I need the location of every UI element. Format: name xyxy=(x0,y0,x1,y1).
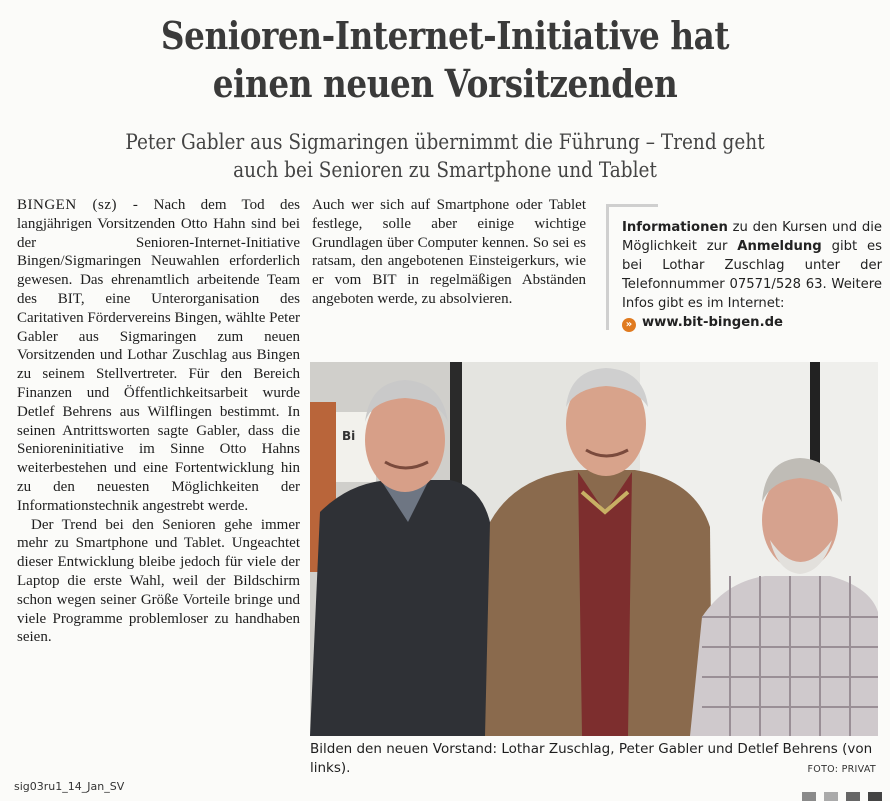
info-box-rule-vertical xyxy=(606,204,609,330)
article-column-2 xyxy=(312,196,586,309)
print-mark-4 xyxy=(868,792,882,801)
headline-line-2: einen neuen Vorsitzenden xyxy=(212,61,678,106)
dateline: BINGEN (sz) - xyxy=(17,197,139,213)
group-photo-illustration xyxy=(310,362,878,736)
print-mark-3 xyxy=(846,792,860,801)
website-link-text: www.bit-bingen.de xyxy=(642,315,783,330)
article-column-1 xyxy=(17,196,300,647)
subheadline-line-1: Peter Gabler aus Sigmaringen übernimmt die Führung – Trend geht xyxy=(125,130,765,154)
article-paragraph-2: Der Trend bei den Senioren gehe immer mehr zu Smartphone und Tablet. Ungeachtet dieser Entwicklung bleibe jedoch für viele der Laptop die erste Wahl, weil der Bildschirm schon wegen seiner Größe Vorteile bringe und viele Programme problemloser zu handhaben seien. xyxy=(17,516,300,646)
print-mark-2 xyxy=(824,792,838,801)
wall-sign-text: Bi xyxy=(342,429,356,443)
website-link[interactable] xyxy=(622,313,882,332)
headline xyxy=(62,12,827,108)
article-paragraph-3: Auch wer sich auf Smartphone oder Tablet festlege, solle aber einige wichtige Grundlagen über Computer kennen. So sei es ratsam, den angebotenen Einsteigerkurs, wie er vom BIT in regelmäßigen Abständen angeboten werde, zu absolvieren. xyxy=(312,197,586,307)
info-label-informationen: Informationen xyxy=(622,220,728,235)
group-photo xyxy=(310,362,878,736)
article-paragraph-1 xyxy=(17,196,300,516)
subheadline-line-2: auch bei Senioren zu Smartphone und Tablet xyxy=(233,158,657,182)
print-marks xyxy=(802,792,882,801)
info-text-1: zu den Kursen und die Möglichkeit zur xyxy=(622,220,882,254)
file-slug: sig03ru1_14_Jan_SV xyxy=(14,780,125,793)
info-box-rule-horizontal xyxy=(606,204,658,207)
headline-line-1: Senioren-Internet-Initiative hat xyxy=(160,13,730,58)
print-mark-1 xyxy=(802,792,816,801)
info-label-anmeldung: Anmeldung xyxy=(737,239,822,254)
subheadline xyxy=(53,128,836,184)
info-box xyxy=(622,218,882,332)
photo-credit: FOTO: PRIVAT xyxy=(807,764,876,775)
info-text-2: gibt es bei Lothar Zuschlag unter der Telefonnummer 07571/528 63. Weitere Infos gibt es im Internet: xyxy=(622,239,882,311)
arrow-right-icon: » xyxy=(622,318,636,332)
photo-caption: Bilden den neuen Vorstand: Lothar Zuschlag, Peter Gabler und Detlef Behrens (von links). xyxy=(310,741,873,776)
article-paragraph-1-text: Nach dem Tod des langjährigen Vorsitzenden Otto Hahn sind bei der Senioren-Internet-Initiative Bingen/Sigmaringen Neuwahlen erforderlich gewesen. Das ehrenamtlich arbeitende Team des BIT, eine Unterorganisation des Caritativen Fördervereins Bingen, wählte Peter Gabler aus Sigmaringen zum neuen Vorsitzenden und Lothar Zuschlag aus Bingen zu seinem Stellvertreter. Für den Bereich Finanzen und Öffentlichkeitsarbeit wurde Detlef Behrens aus Wilflingen bestimmt. In seinen Antrittsworten sagte Gabler, dass die Senioreninitiative im Sinne Otto Hahns weiterbestehen und eine Fortentwicklung hin zu den neuesten Möglichkeiten der Informationstechnik angestrebt werde. xyxy=(17,197,301,514)
